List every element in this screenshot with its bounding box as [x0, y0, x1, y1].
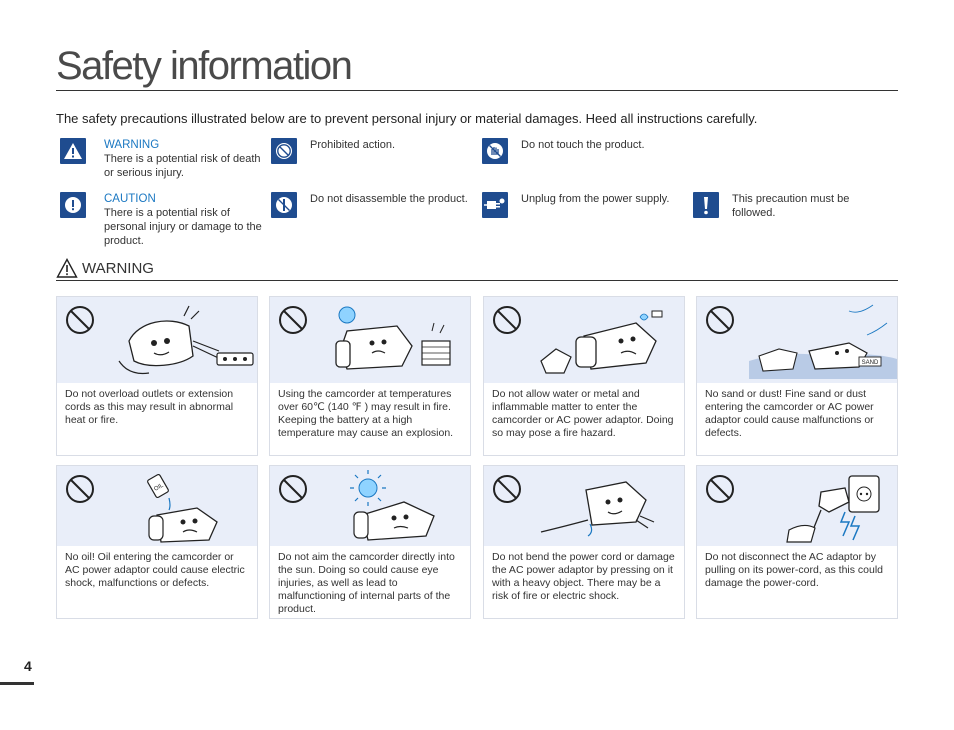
- sand-sign-label: SAND: [861, 360, 879, 366]
- warning-card-bent-cord: [483, 465, 685, 619]
- legend-description: This precaution must be followed.: [732, 193, 850, 219]
- prohibited-icon: [271, 138, 297, 164]
- warning-card-oil: [56, 465, 258, 619]
- page-number-bar: [0, 682, 34, 685]
- card-illustration: [270, 297, 470, 383]
- warning-card-sun: [269, 465, 471, 619]
- card-illustration: [57, 297, 257, 383]
- card-text: No oil! Oil entering the camcorder or AC power adaptor could cause electric shock, malfunctions or defects.: [65, 551, 245, 589]
- card-text: No sand or dust! Fine sand or dust entering the camcorder or AC power adaptor could cause malfunctions or defects.: [705, 388, 874, 439]
- hot-camcorder-illustration: [322, 301, 470, 379]
- legend-description: There is a potential risk of death or serious injury.: [104, 153, 261, 179]
- warning-triangle-icon: [60, 138, 86, 164]
- unplug-icon: [482, 192, 508, 218]
- card-text: Do not bend the power cord or damage the AC power adaptor by pressing on it with a heavy object. There may be a risk of fire or electric shock.: [492, 551, 675, 602]
- card-illustration: [484, 466, 684, 546]
- legend-description: There is a potential risk of personal injury or damage to the product.: [104, 207, 262, 247]
- card-text: Do not disconnect the AC adaptor by pulling on its power-cord, as this could damage the power-cord.: [705, 551, 884, 589]
- legend-heading: WARNING: [104, 139, 160, 151]
- prohibited-icon: [65, 474, 95, 504]
- card-illustration: [484, 297, 684, 383]
- prohibited-icon: [278, 305, 308, 335]
- sand-dust-illustration: [749, 301, 897, 379]
- must-follow-icon: [693, 192, 719, 218]
- legend-description: Unplug from the power supply.: [521, 193, 670, 205]
- prohibited-icon: [65, 305, 95, 335]
- bent-cord-illustration: [536, 470, 684, 544]
- section-heading: [56, 256, 154, 280]
- page-title: Safety information: [56, 44, 352, 88]
- page-number: 4: [24, 658, 32, 674]
- card-illustration: [57, 466, 257, 546]
- title-rule: [56, 90, 898, 91]
- prohibited-icon: [705, 474, 735, 504]
- oil-sign-label: OIL: [153, 482, 165, 493]
- do-not-disassemble-icon: [271, 192, 297, 218]
- card-text: Using the camcorder at temperatures over 60℃ (140 ℉ ) may result in fire. Keeping the battery at a high temperature may cause an explosion.: [278, 388, 454, 439]
- warning-card-temperature: [269, 296, 471, 456]
- card-illustration: [270, 466, 470, 546]
- legend-description: Prohibited action.: [310, 139, 395, 151]
- section-rule: [56, 280, 898, 281]
- prohibited-icon: [278, 474, 308, 504]
- legend-description: Do not touch the product.: [521, 139, 645, 151]
- card-text: Do not aim the camcorder directly into the sun. Doing so could cause eye injuries, as well as lead to malfunctioning of internal parts of the product.: [278, 551, 455, 615]
- warning-card-sand-dust: [696, 296, 898, 456]
- legend-description: Do not disassemble the product.: [310, 193, 468, 205]
- warning-card-pull-cord: [696, 465, 898, 619]
- caution-exclamation-icon: [60, 192, 86, 218]
- prohibited-icon: [492, 305, 522, 335]
- card-text: Do not allow water or metal and inflammable matter to enter the camcorder or AC power adaptor. Doing so may pose a fire hazard.: [492, 388, 674, 439]
- warning-card-water-metal: [483, 296, 685, 456]
- sun-illustration: [322, 470, 470, 544]
- prohibited-icon: [492, 474, 522, 504]
- intro-text: The safety precautions illustrated below are to prevent personal injury or material damages. Heed all instructions carefully.: [56, 111, 758, 126]
- warning-card-overload: [56, 296, 258, 456]
- oil-illustration: [109, 470, 257, 544]
- prohibited-icon: [705, 305, 735, 335]
- pull-cord-illustration: [749, 470, 897, 544]
- overloaded-outlet-illustration: [109, 301, 257, 379]
- legend-heading: CAUTION: [104, 193, 156, 205]
- card-text: Do not overload outlets or extension cords as this may result in abnormal heat or fire.: [65, 388, 234, 426]
- card-illustration: [697, 466, 897, 546]
- water-metal-illustration: [536, 301, 684, 379]
- do-not-touch-icon: [482, 138, 508, 164]
- warning-triangle-icon: [56, 258, 78, 278]
- card-illustration: [697, 297, 897, 383]
- section-heading-label: WARNING: [82, 259, 154, 277]
